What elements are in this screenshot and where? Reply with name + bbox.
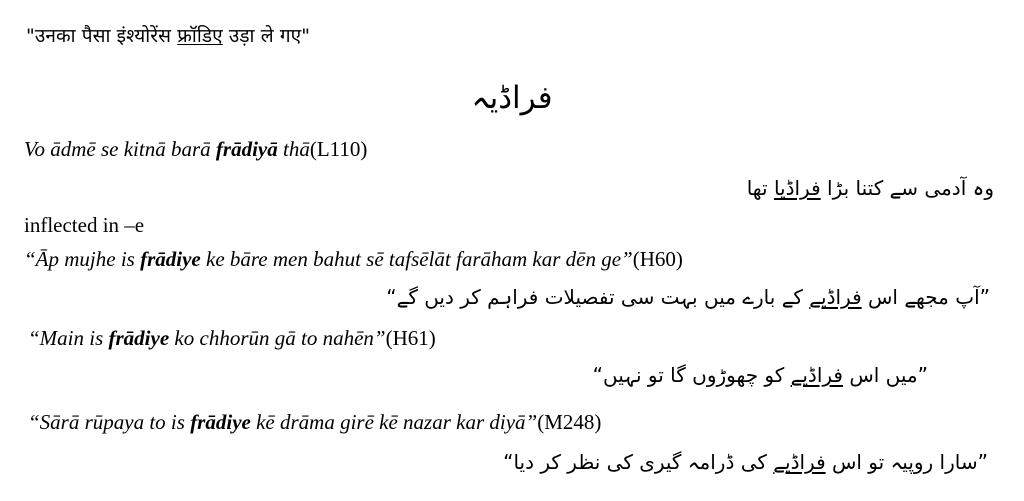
example-roman-1-after: thā — [277, 137, 310, 161]
example-urdu-2-after: کے بارے میں بہت سی تفصیلات فراہم کر دیں گے“ — [386, 285, 810, 309]
example-roman-4-keyword: frādiye — [190, 410, 251, 434]
example-urdu-1-after: تھا — [746, 176, 774, 200]
example-urdu-4-keyword: فراڈیے — [773, 450, 826, 474]
example-ref-3: (H61) — [385, 326, 436, 350]
example-urdu-3-keyword: فراڈیے — [790, 363, 843, 387]
example-urdu-1 — [747, 176, 994, 200]
example-roman-2-keyword: frādiye — [140, 247, 201, 271]
example-urdu-2 — [386, 285, 990, 309]
example-urdu-2-before: ”آپ مجھے اس — [861, 285, 990, 309]
example-ref-4: (M248) — [537, 410, 602, 434]
example-urdu-1-before: وہ آدمی سے کتنا بڑا — [820, 176, 994, 200]
example-urdu-1-keyword: فراڈیا — [773, 176, 821, 200]
example-urdu-3-before: ”میں اس — [842, 363, 928, 387]
example-roman-1 — [24, 137, 367, 162]
example-roman-4-before: “Sārā rūpaya to is — [28, 410, 191, 434]
example-ref-1: (L110) — [309, 137, 368, 161]
example-urdu-3 — [593, 363, 928, 387]
example-roman-1-keyword: frādiyā — [215, 137, 278, 161]
example-urdu-4-after: کی ڈرامہ گیری کی نظر کر دیا“ — [503, 450, 774, 474]
example-urdu-4-before: ”سارا روپیہ تو اس — [825, 450, 988, 474]
devanagari-quote-line — [26, 22, 310, 48]
example-roman-2-before: “Āp mujhe is — [24, 247, 141, 271]
example-urdu-4 — [503, 450, 988, 474]
devanagari-quote-underlined: फ्रॉडिए — [177, 25, 223, 47]
headword: فراڈیہ — [471, 80, 553, 116]
example-roman-2 — [24, 247, 683, 272]
example-roman-3-after: ko chhorūn gā to nahēn” — [169, 326, 386, 350]
example-roman-2-after: ke bāre men bahut sē tafsēlāt farāham kar dēn ge” — [200, 247, 633, 271]
example-roman-3-keyword: frādiye — [108, 326, 170, 350]
example-urdu-3-after: کو چھوڑوں گا تو نہیں“ — [592, 363, 791, 387]
example-roman-3-before: “Main is — [28, 326, 109, 350]
inflection-note: inflected in –e — [24, 213, 145, 237]
devanagari-quote-after: उड़ा ले गए" — [222, 25, 311, 47]
example-roman-3 — [28, 326, 436, 351]
example-roman-1-before: Vo ādmē se kitnā barā — [24, 137, 216, 161]
devanagari-quote-before: "उनका पैसा इंश्योरेंस — [26, 25, 178, 47]
example-ref-2: (H60) — [632, 247, 683, 271]
example-roman-4 — [28, 410, 601, 435]
example-roman-4-after: kē drāma girē kē nazar kar diyā” — [250, 410, 538, 434]
example-urdu-2-keyword: فراڈیے — [809, 285, 862, 309]
